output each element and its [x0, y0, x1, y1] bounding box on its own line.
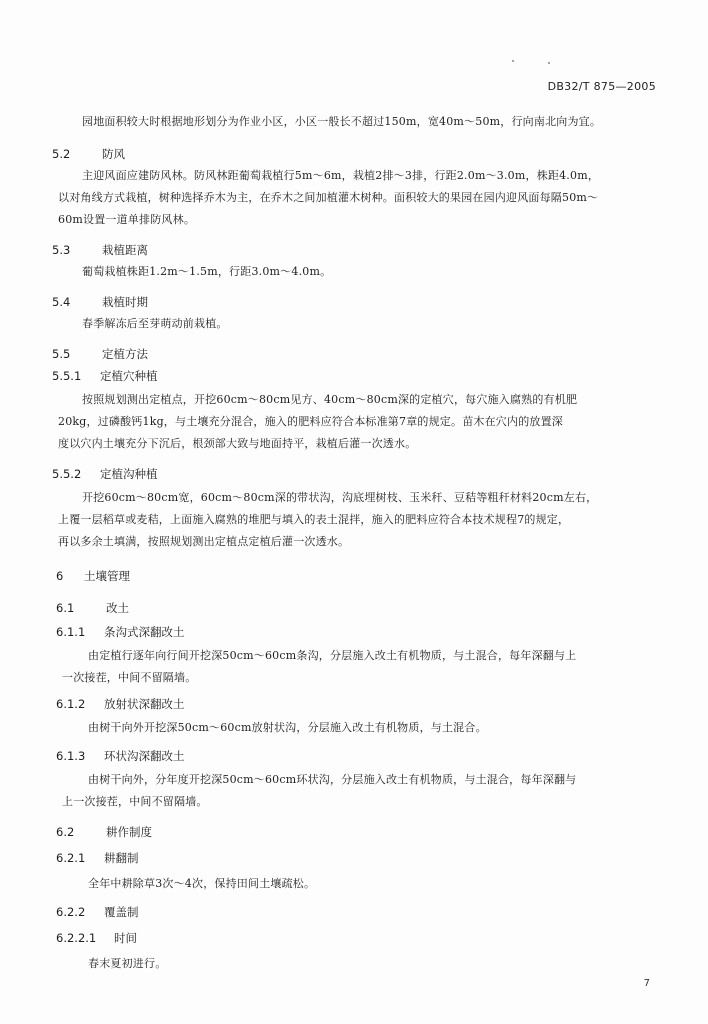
section-heading-6-1: [56, 600, 129, 616]
section-heading-5-2: [52, 146, 125, 162]
paragraph-line: 全年中耕除草3次～4次，保持田间土壤疏松。: [88, 877, 316, 890]
scan-speck: [512, 60, 514, 62]
paragraph-line: 上覆一层稻草或麦秸，上面施入腐熟的堆肥与填入的表土混拌，施入的肥料应符合本技术规程7的规定，: [58, 513, 570, 526]
section-title: 环状沟深翻改土: [104, 749, 185, 763]
section-heading-5-4: [52, 294, 148, 310]
section-number: 6: [56, 569, 64, 583]
paragraph-line: 主迎风面应建防风林。防风林距葡萄栽植行5m～6m，栽植2排～3排，行距2.0m～3.0m，株距4.0m，: [82, 169, 600, 182]
section-number: 6.1.1: [56, 625, 86, 639]
paragraph-line: 20kg，过磷酸钙1kg，与土壤充分混合，施入的肥料应符合本标准第7章的规定。苗木在穴内的放置深: [58, 415, 564, 428]
section-number: 6.2: [56, 825, 75, 839]
section-title: 土壤管理: [84, 569, 130, 583]
section-title: 放射状深翻改土: [104, 697, 185, 711]
section-heading-6-2-1: [56, 850, 139, 866]
section-number: 6.2.1: [56, 851, 86, 865]
section-title: 定植沟种植: [100, 467, 158, 481]
section-title: 栽植时期: [102, 295, 148, 309]
paragraph-line: 春末夏初进行。: [88, 957, 167, 970]
section-number: 5.3: [52, 243, 71, 257]
section-title: 防风: [102, 147, 125, 161]
section-title: 条沟式深翻改土: [104, 625, 185, 639]
section-number: 5.5.1: [52, 369, 82, 383]
section-number: 5.2: [52, 147, 71, 161]
section-title: 定植穴种植: [100, 369, 158, 383]
section-heading-5-5-1: [52, 368, 158, 384]
section-heading-5-5-2: [52, 466, 158, 482]
section-title: 栽植距离: [102, 243, 148, 257]
section-number: 6.1.2: [56, 697, 86, 711]
paragraph-line: 60m设置一道单排防风林。: [58, 213, 196, 226]
section-number: 5.5.2: [52, 467, 82, 481]
standard-code: DB32/T 875—2005: [547, 80, 656, 93]
section-heading-6-2: [56, 824, 152, 840]
paragraph-line: 上一次接茬，中间不留隔墙。: [62, 795, 208, 808]
paragraph-line: 度以穴内土壤充分下沉后，根颈部大致与地面持平，栽植后灌一次透水。: [58, 437, 417, 450]
paragraph-line: 由树干向外开挖深50cm～60cm放射状沟，分层施入改土有机物质，与土混合。: [88, 721, 487, 734]
page-number: 7: [643, 978, 650, 989]
scan-speck: [548, 62, 550, 64]
paragraph-line: 春季解冻后至芽萌动前栽植。: [82, 317, 228, 330]
section-heading-6-2-2-1: [56, 930, 137, 946]
paragraph-line: 以对角线方式栽植，树种选择乔木为主，在乔木之间加植灌木树种。面积较大的果园在园内迎风面每隔50m～: [58, 191, 599, 204]
section-number: 6.1.3: [56, 749, 86, 763]
paragraph-line: 由定植行逐年向行间开挖深50cm～60cm条沟，分层施入改土有机物质，与土混合，每年深翻与上: [88, 649, 577, 662]
section-heading-5-3: [52, 242, 148, 258]
section-heading-5-5: [52, 346, 148, 362]
section-number: 6.2.2: [56, 905, 86, 919]
section-title: 时间: [114, 931, 137, 945]
section-heading-6-2-2: [56, 904, 139, 920]
section-title: 覆盖制: [104, 905, 139, 919]
section-heading-6-1-2: [56, 696, 185, 712]
section-number: 5.4: [52, 295, 71, 309]
section-number: 6.2.2.1: [56, 931, 97, 945]
section-title: 耕翻制: [104, 851, 139, 865]
paragraph-line: 按照规划测出定植点，开挖60cm～80cm见方、40cm～80cm深的定植穴，每穴施入腐熟的有机肥: [82, 393, 578, 406]
section-number: 6.1: [56, 601, 75, 615]
section-heading-6-1-1: [56, 624, 185, 640]
section-number: 5.5: [52, 347, 71, 361]
section-title: 改土: [106, 601, 129, 615]
paragraph-line: 一次接茬，中间不留隔墙。: [62, 671, 197, 684]
section-title: 定植方法: [102, 347, 148, 361]
section-heading-6: [56, 568, 130, 584]
paragraph-line: 再以多余土填满，按照规划测出定植点定植后灌一次透水。: [58, 535, 350, 548]
paragraph-line: 葡萄栽植株距1.2m～1.5m，行距3.0m～4.0m。: [82, 265, 332, 278]
section-heading-6-1-3: [56, 748, 185, 764]
paragraph-line: 由树干向外，分年度开挖深50cm～60cm环状沟，分层施入改土有机物质，与土混合，每年深翻与: [88, 773, 577, 786]
paragraph-line: 园地面积较大时根据地形划分为作业小区，小区一般长不超过150m，宽40m～50m，行向南北向为宜。: [82, 115, 602, 128]
paragraph-line: 开挖60cm～80cm宽，60cm～80cm深的带状沟，沟底埋树枝、玉米秆、豆秸等粗秆材料20cm左右，: [82, 491, 598, 504]
section-title: 耕作制度: [106, 825, 152, 839]
